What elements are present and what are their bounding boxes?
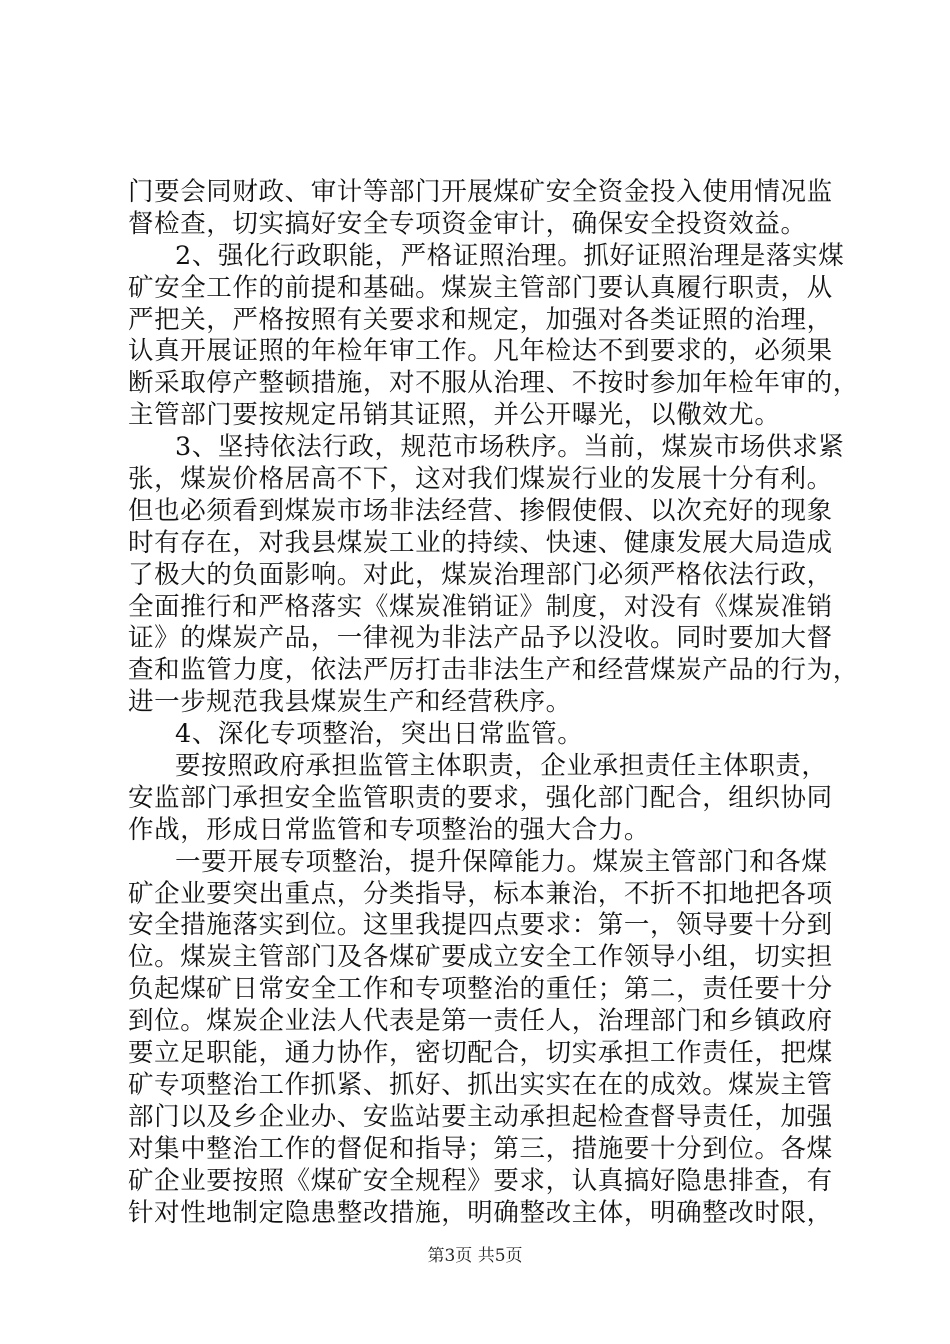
text-line: 要按照政府承担监管主体职责，企业承担责任主体职责，: [175, 751, 828, 782]
text-line: 但也必须看到煤炭市场非法经营、掺假使假、以次充好的现象: [128, 495, 833, 526]
text-line: 断采取停产整顿措施，对不服从治理、不按时参加年检年审的，: [128, 368, 859, 399]
text-line: 督检查，切实搞好安全专项资金审计，确保安全投资效益。: [128, 208, 807, 239]
text-line: 了极大的负面影响。对此，煤炭治理部门必须严格依法行政，: [128, 559, 833, 590]
text-line: 安监部门承担安全监管职责的要求，强化部门配合，组织协同: [128, 782, 833, 813]
text-line: 2、强化行政职能，严格证照治理。抓好证照治理是落实煤: [175, 240, 845, 271]
text-line: 证》的煤炭产品，一律视为非法产品予以没收。同时要加大督: [128, 623, 833, 654]
text-line: 矿安全工作的前提和基础。煤炭主管部门要认真履行职责，从: [128, 272, 833, 303]
text-line: 门要会同财政、审计等部门开展煤矿安全资金投入使用情况监: [128, 177, 833, 207]
text-line: 全面推行和严格落实《煤炭准销证》制度，对没有《煤炭准销: [128, 591, 833, 622]
document-body: [128, 177, 859, 1229]
text-line: 负起煤矿日常安全工作和专项整治的重任；第二，责任要十分: [128, 974, 833, 1005]
text-line: 针对性地制定隐患整改措施，明确整改主体，明确整改时限，: [128, 1197, 833, 1228]
text-line: 查和监管力度，依法严厉打击非法生产和经营煤炭产品的行为，: [128, 655, 859, 686]
text-line: 一要开展专项整治，提升保障能力。煤炭主管部门和各煤: [175, 846, 828, 877]
text-line: 作战，形成日常监管和专项整治的强大合力。: [128, 814, 651, 845]
text-line: 要立足职能，通力协作，密切配合，切实承担工作责任，把煤: [128, 1038, 833, 1069]
text-line: 矿专项整治工作抓紧、抓好、抓出实实在在的成效。煤炭主管: [128, 1069, 833, 1100]
text-line: 主管部门要按规定吊销其证照，并公开曝光，以儆效尤。: [128, 400, 781, 431]
text-line: 到位。煤炭企业法人代表是第一责任人，治理部门和乡镇政府: [128, 1006, 833, 1037]
text-line: 对集中整治工作的督促和指导；第三，措施要十分到位。各煤: [128, 1133, 833, 1164]
text-line: 认真开展证照的年检年审工作。凡年检达不到要求的，必须果: [128, 336, 833, 367]
text-line: 部门以及乡企业办、安监站要主动承担起检查督导责任，加强: [128, 1101, 833, 1132]
text-line: 进一步规范我县煤炭生产和经营秩序。: [128, 687, 572, 718]
text-line: 位。煤炭主管部门及各煤矿要成立安全工作领导小组，切实担: [128, 942, 833, 973]
text-line: 矿企业要按照《煤矿安全规程》要求，认真搞好隐患排查，有: [128, 1165, 833, 1196]
text-line: 矿企业要突出重点，分类指导，标本兼治，不折不扣地把各项: [128, 878, 833, 909]
text-line: 严把关，严格按照有关要求和规定，加强对各类证照的治理，: [128, 304, 833, 335]
text-line: 时有存在，对我县煤炭工业的持续、快速、健康发展大局造成: [128, 527, 833, 558]
text-line: 3、坚持依法行政，规范市场秩序。当前，煤炭市场供求紧: [175, 432, 845, 463]
page-footer: 第3页 共5页: [427, 1246, 523, 1266]
text-line: 4、深化专项整治，突出日常监管。: [175, 719, 584, 750]
text-line: 安全措施落实到位。这里我提四点要求：第一，领导要十分到: [128, 910, 833, 941]
text-line: 张，煤炭价格居高不下，这对我们煤炭行业的发展十分有利。: [128, 464, 833, 495]
